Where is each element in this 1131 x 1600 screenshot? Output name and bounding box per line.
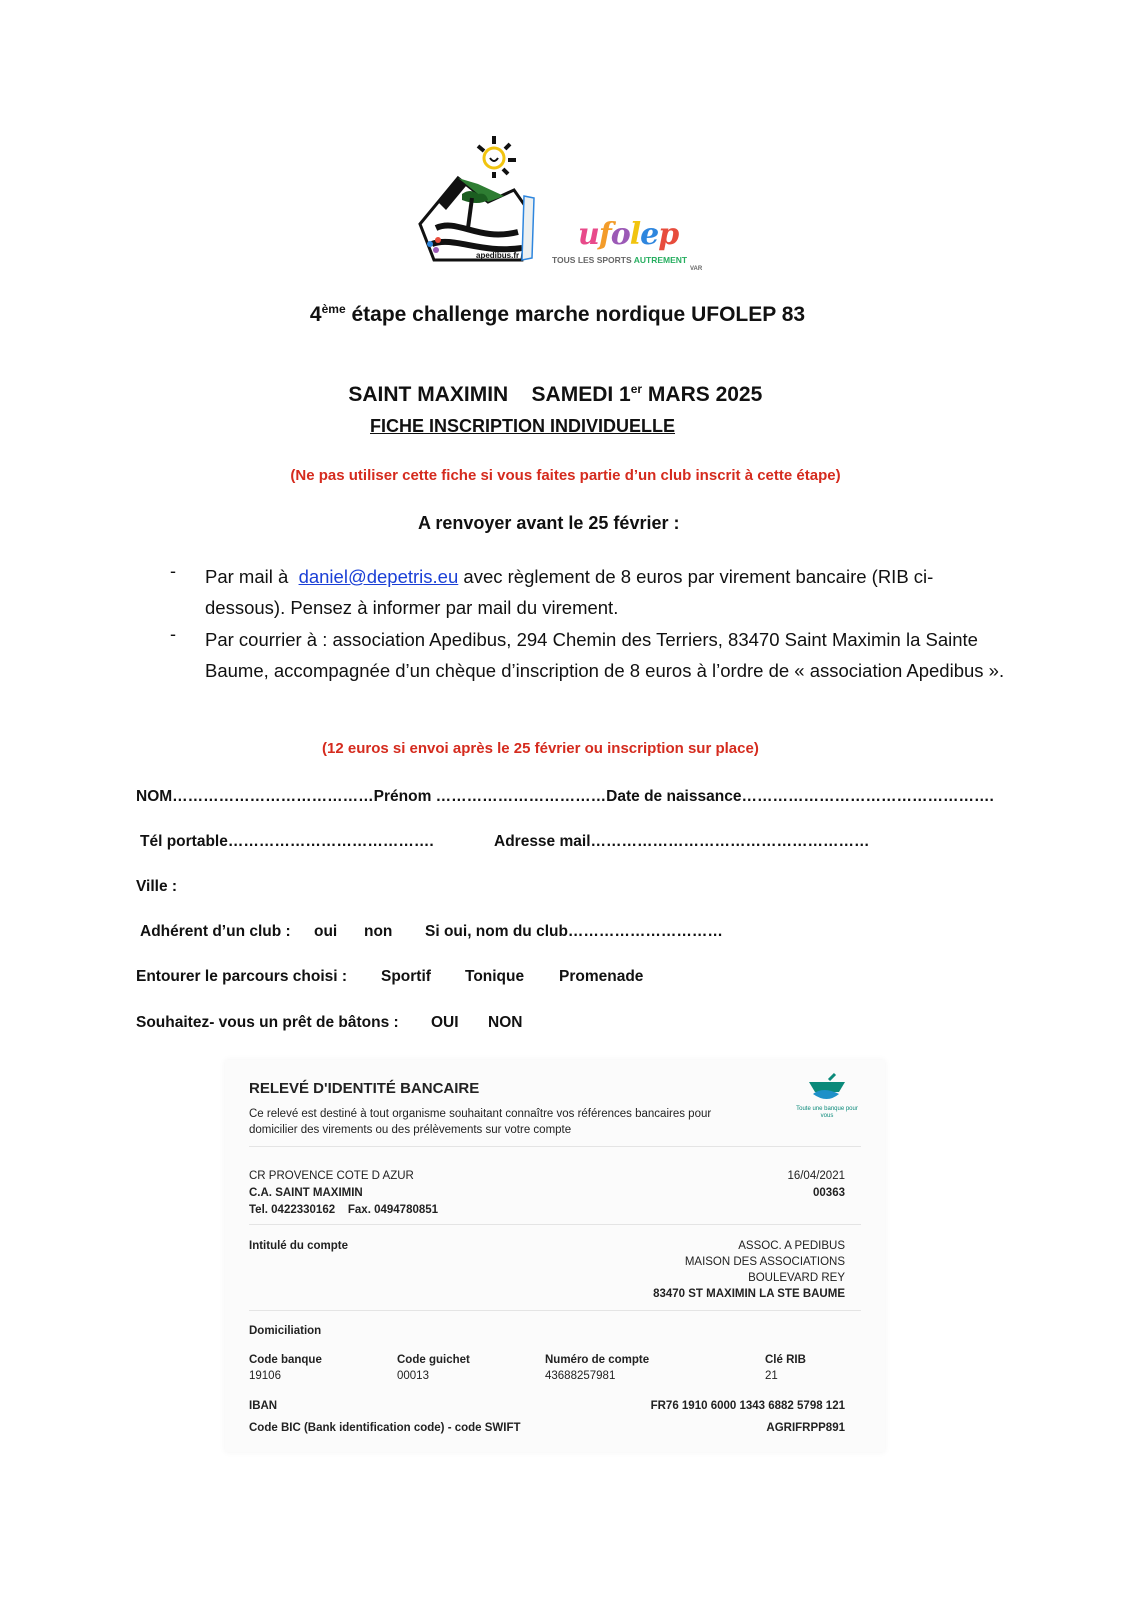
rib-title: RELEVÉ D'IDENTITÉ BANCAIRE [249, 1080, 480, 1097]
event-title: 4ème étape challenge marche nordique UFOLEP 83 [309, 302, 806, 326]
bank-name: CR PROVENCE COTE D AZUR [249, 1170, 414, 1182]
iban-value: FR76 1910 6000 1343 6882 5798 121 [650, 1400, 845, 1412]
account-holder: ASSOC. A PEDIBUS [738, 1240, 845, 1252]
rib-key-value: 21 [765, 1370, 778, 1382]
bic-label: Code BIC (Bank identification code) - code SWIFT [249, 1422, 521, 1434]
code-guichet-value: 00013 [397, 1370, 429, 1382]
sun-icon [478, 136, 516, 178]
code-banque-label: Code banque [249, 1354, 322, 1366]
email-field-line[interactable]: Adresse mail……………………………………………… [494, 833, 870, 850]
bank-agency: C.A. SAINT MAXIMIN [249, 1187, 363, 1199]
late-price-note: (12 euros si envoi après le 25 février ou inscription sur place) [322, 740, 759, 757]
bank-phone: Tel. 0422330162 Fax. 0494780851 [249, 1204, 439, 1216]
batons-label: Souhaitez- vous un prêt de bâtons : [136, 1014, 399, 1031]
rib-agency-code: 00363 [813, 1187, 845, 1199]
club-label: Adhérent d’un club : [140, 923, 291, 940]
parcours-label: Entourer le parcours choisi : [136, 968, 348, 985]
name-field-line[interactable]: NOM…………………………………Prénom ……………………………Date de naissance…………………………………………. [136, 788, 994, 805]
rib-card [225, 1060, 885, 1452]
code-guichet-label: Code guichet [397, 1354, 470, 1366]
ufolep-var: VAR [690, 266, 703, 272]
bank-slogan: Toute une banque pour vous [796, 1106, 858, 1119]
account-holder: 83470 ST MAXIMIN LA STE BAUME [653, 1288, 845, 1300]
bic-value: AGRIFRPP891 [766, 1422, 845, 1434]
code-banque-value: 19106 [249, 1370, 281, 1382]
club-warning: (Ne pas utiliser cette fiche si vous faites partie d’un club inscrit à cette étape) [290, 467, 841, 484]
tel-field-line[interactable]: Tél portable…………………………………. [140, 833, 434, 850]
account-number-label: Numéro de compte [545, 1354, 650, 1366]
email-link[interactable]: daniel@depetris.eu [298, 566, 459, 587]
account-number-value: 43688257981 [545, 1370, 616, 1382]
batons-oui-option[interactable]: OUI [431, 1014, 459, 1031]
rib-description: domicilier des virements ou des prélèvements sur votre compte [249, 1124, 572, 1136]
parcours-tonique-option[interactable]: Tonique [465, 968, 525, 985]
instruction-email: Par mail à daniel@depetris.eu avec règlement de 8 euros par virement bancaire (RIB ci-dessous). Pensez à informer par mail du virement. [205, 566, 934, 618]
batons-non-option[interactable]: NON [488, 1014, 523, 1031]
apedibus-logo-text: apedibus.fr [476, 251, 520, 260]
club-oui-option[interactable]: oui [314, 923, 338, 940]
account-holder: BOULEVARD REY [748, 1272, 845, 1284]
send-before: A renvoyer avant le 25 février : [418, 513, 680, 533]
ufolep-logo [552, 217, 712, 277]
bullet-dash: - [170, 561, 176, 581]
ufolep-tagline: TOUS LES SPORTS AUTREMENT [552, 255, 688, 265]
account-holder: MAISON DES ASSOCIATIONS [684, 1256, 845, 1268]
account-title-label: Intitulé du compte [249, 1240, 349, 1252]
bullet-dash: - [170, 624, 176, 644]
apedibus-logo [418, 132, 542, 272]
club-non-option[interactable]: non [364, 923, 393, 940]
rib-date: 16/04/2021 [787, 1170, 845, 1182]
parcours-promenade-option[interactable]: Promenade [559, 968, 644, 985]
iban-label: IBAN [249, 1400, 278, 1412]
city-field-line[interactable]: Ville : [136, 878, 178, 895]
ufolep-wordmark: ufolep [578, 217, 679, 252]
rib-description: Ce relevé est destiné à tout organisme souhaitant connaître vos références bancaires pour [249, 1108, 712, 1120]
rib-key-label: Clé RIB [765, 1354, 806, 1366]
form-title: FICHE INSCRIPTION INDIVIDUELLE [370, 416, 676, 436]
instruction-mail: Par courrier à : association Apedibus, 294 Chemin des Terriers, 83470 Saint Maximin la Sainte Baume, accompagnée d’un chèque d’inscription de 8 euros à l’ordre de « association Apedibus ». [205, 629, 1005, 681]
club-name-field-line[interactable]: Si oui, nom du club………………………… [425, 923, 723, 940]
domiciliation-label: Domiciliation [249, 1325, 322, 1337]
parcours-sportif-option[interactable]: Sportif [381, 968, 431, 985]
event-date: SAINT MAXIMIN SAMEDI 1er MARS 2025 [348, 382, 763, 406]
